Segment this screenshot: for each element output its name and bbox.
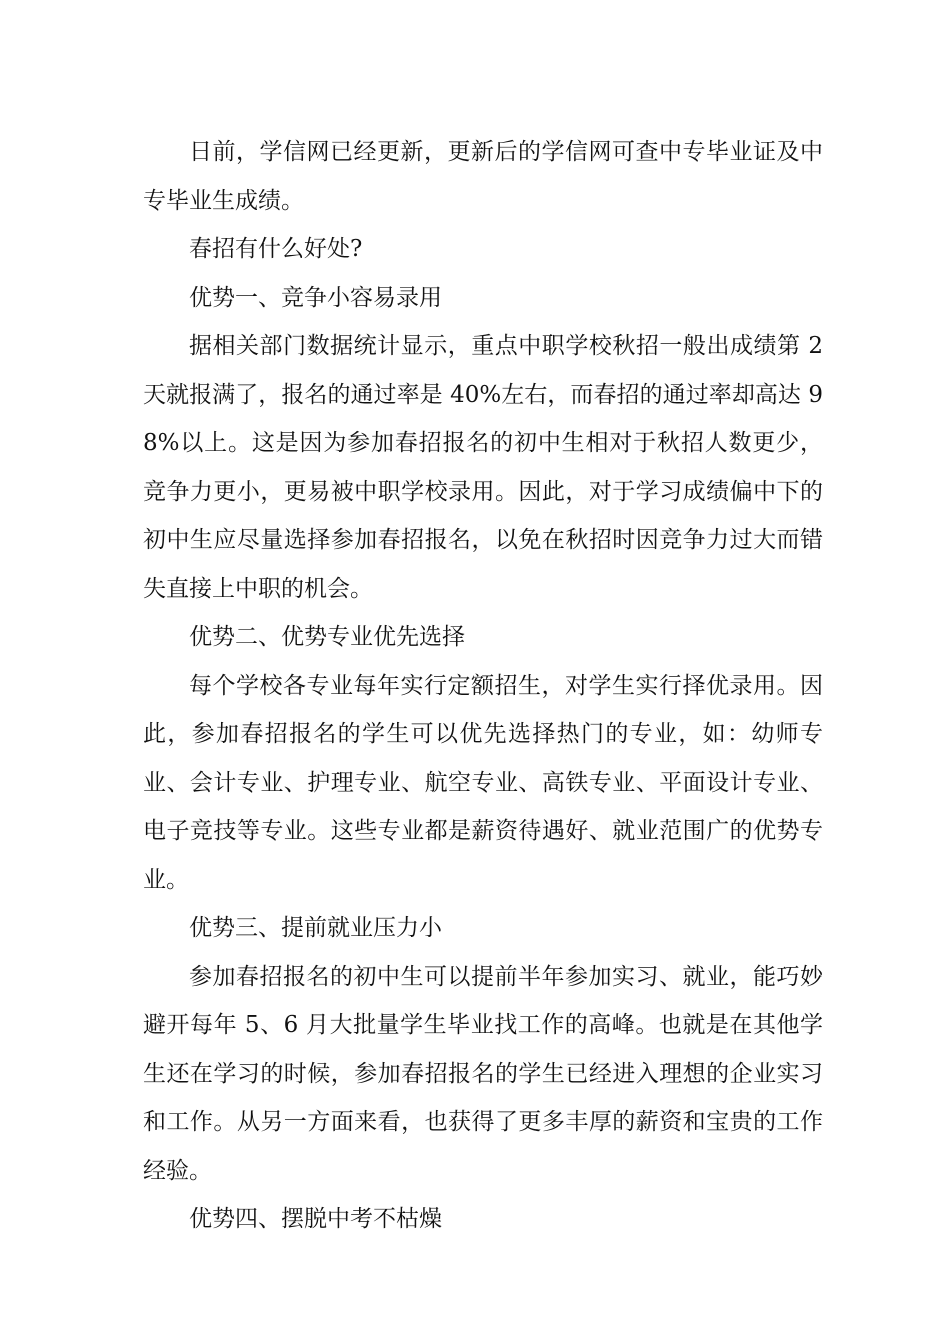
paragraph-question: 春招有什么好处? (189, 236, 363, 262)
paragraph-advantage-2: 每个学校各专业每年实行定额招生，对学生实行择优录用。因此，参加春招报名的学生可以优先选择热门的专业，如：幼师专业、会计专业、护理专业、航空专业、高铁专业、平面设计专业、电子竞技等专业。这些专业都是薪资待遇好、就业范围广的优势专业。 (143, 672, 823, 893)
document-body (143, 128, 823, 1244)
heading-advantage-3: 优势三、提前就业压力小 (189, 915, 442, 941)
heading-advantage-1: 优势一、竞争小容易录用 (189, 284, 442, 311)
paragraph-advantage-3: 参加春招报名的初中生可以提前半年参加实习、就业，能巧妙避开每年 5、6 月大批量学生毕业找工作的高峰。也就是在其他学生还在学习的时候，参加春招报名的学生已经进入理想的企业实习和工作。从另一方面来看，也获得了更多丰厚的薪资和宝贵的工作经验。 (143, 963, 823, 1184)
paragraph-intro: 日前，学信网已经更新，更新后的学信网可查中专毕业证及中专毕业生成绩。 (143, 139, 823, 214)
paragraph-advantage-1: 据相关部门数据统计显示，重点中职学校秋招一般出成绩第 2 天就报满了，报名的通过率是 40%左右，而春招的通过率却高达 98%以上。这是因为参加春招报名的初中生相对于秋招人数更少，竞争力更小，更易被中职学校录用。因此，对于学习成绩偏中下的初中生应尽量选择参加春招报名，以免在秋招时因竞争力过大而错失直接上中职的机会。 (143, 333, 823, 602)
heading-advantage-2: 优势二、优势专业优先选择 (189, 624, 465, 650)
heading-advantage-4: 优势四、摆脱中考不枯燥 (189, 1206, 442, 1232)
